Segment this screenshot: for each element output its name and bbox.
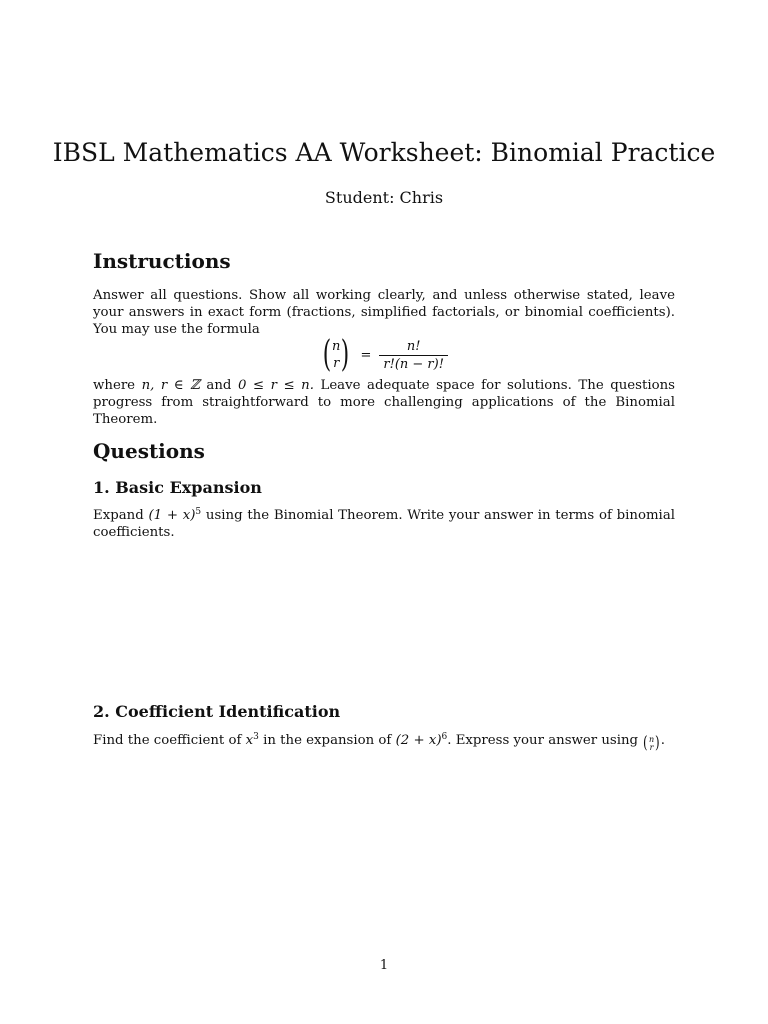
fraction-numerator: n!: [406, 338, 421, 354]
student-name: Student: Chris: [324, 188, 444, 207]
q1-text-before: Expand: [93, 508, 144, 523]
q2-expression: [396, 733, 448, 748]
q2-expr: (2 + x): [395, 733, 442, 748]
conditions-and: and: [206, 378, 232, 393]
fraction: [379, 339, 448, 372]
conditions-inequality: 0 ≤ r ≤ n.: [237, 378, 314, 393]
conditions-prefix: where: [93, 378, 136, 393]
page-title: IBSL Mathematics AA Worksheet: Binomial Practice: [52, 138, 716, 167]
instructions-conditions: [93, 377, 675, 428]
binom-top: n: [332, 339, 341, 354]
q2-term-exponent: 3: [253, 732, 259, 742]
question-1-title: 1. Basic Expansion: [93, 478, 262, 497]
q2-text-after: . Express your answer using: [447, 733, 639, 748]
conditions-vars: n, r ∈ ℤ: [141, 378, 200, 393]
equals-sign: =: [360, 347, 372, 363]
left-paren: (: [322, 334, 332, 375]
questions-heading: Questions: [93, 439, 205, 463]
q2-text-before: Find the coefficient of: [93, 733, 242, 748]
binom-bottom: r: [333, 356, 340, 371]
question-2-title: 2. Coefficient Identification: [93, 702, 341, 721]
q2-binom-bottom: r: [649, 742, 654, 752]
page-number: 1: [379, 958, 389, 973]
q2-exponent: 6: [441, 732, 448, 742]
q1-expr: (1 + x): [148, 508, 196, 523]
question-1-text: [93, 507, 675, 541]
q1-text-after: using the Binomial Theorem. Write your answer in terms of binomial coefficients.: [93, 508, 675, 540]
q2-term-base: x: [245, 733, 254, 748]
question-2-text: [93, 732, 675, 752]
q2-end: .: [660, 733, 665, 748]
q2-binom-top: n: [648, 734, 655, 744]
q2-binomial-symbol: ( n r ): [643, 733, 660, 753]
conditions-rest: Leave adequate space for solutions. The questions progress from straightforward to more challenging applications of the Binomial Theorem.: [93, 378, 675, 427]
binomial-formula: [320, 336, 448, 374]
q2-text-mid: in the expansion of: [263, 733, 392, 748]
fraction-denominator: r!(n − r)!: [379, 355, 448, 372]
q1-exponent: 5: [195, 507, 202, 517]
instructions-paragraph: Answer all questions. Show all working clearly, and unless otherwise stated, leave your answers in exact form (fractions, simplified factorials, or binomial coefficients). You may use the formula: [93, 288, 675, 337]
q1-expression: [148, 508, 201, 523]
binomial-coefficient: [320, 336, 352, 374]
q2-term: [246, 733, 259, 748]
instructions-heading: Instructions: [93, 249, 231, 273]
right-paren: ): [341, 334, 350, 375]
